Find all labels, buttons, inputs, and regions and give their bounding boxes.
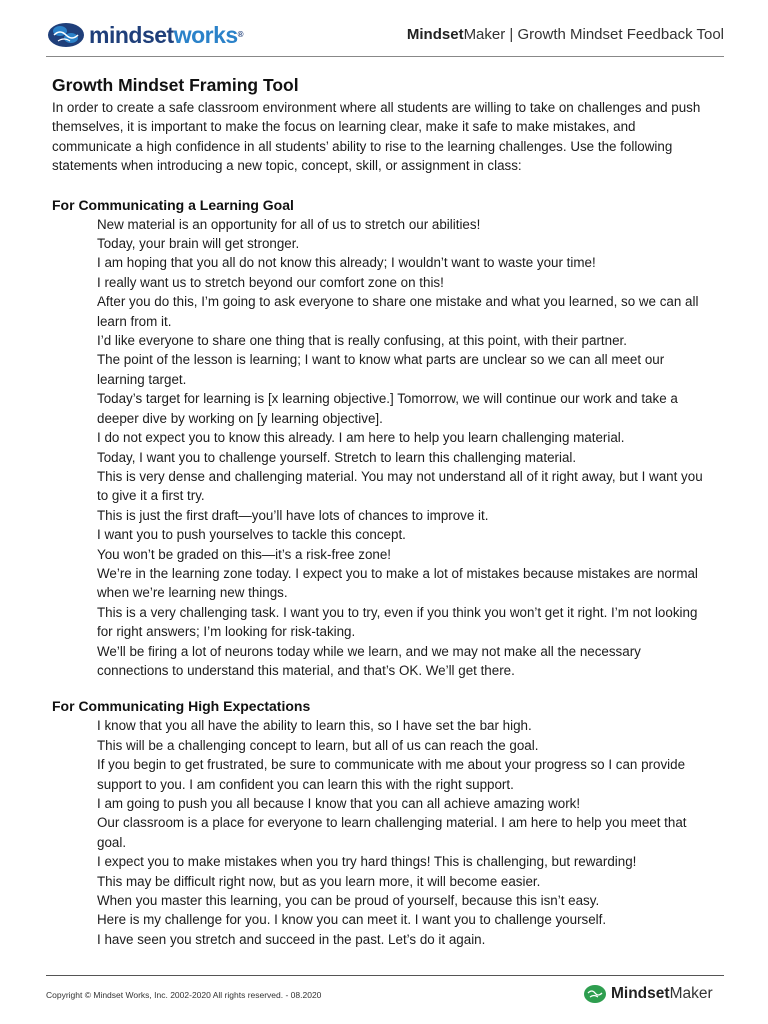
statement-item: I am hoping that you all do not know this already; I wouldn’t want to waste your time! (97, 255, 596, 271)
product-name-bold: Mindset (406, 26, 464, 43)
statement-item: This may be difficult right now, but as you learn more, it will become easier. (97, 873, 541, 889)
statement-item: This will be a challenging concept to learn, but all of us can reach the goal. (97, 737, 539, 753)
footer-logo-rest: Maker (669, 985, 713, 1002)
high-expectations-statements (52, 716, 712, 949)
statement-item: We’ll be firing a lot of neurons today while we learn, and we may not make all the necessary connections to understand this material, and that’s OK. We’ll get there. (97, 643, 641, 678)
statement-item: Today’s target for learning is [x learning objective.] Tomorrow, we will continue our work and take a deeper dive by working on [y learning objective]. (97, 391, 678, 426)
statement-item: After you do this, I’m going to ask everyone to share one mistake and what you learned, so we can all learn from it. (97, 294, 699, 329)
statement-item: Here is my challenge for you. I know you can meet it. I want you to challenge yourself. (97, 912, 607, 928)
footer-divider (46, 975, 724, 976)
statement-item: I do not expect you to know this already. I am here to help you learn challenging material. (97, 430, 625, 446)
tool-name: Growth Mindset Feedback Tool (517, 26, 724, 43)
statement-item: Our classroom is a place for everyone to learn challenging material. I am here to help you meet that goal. (97, 815, 687, 850)
statement-item: When you master this learning, you can be proud of yourself, because this isn’t easy. (97, 893, 600, 909)
section-heading-learning-goal: For Communicating a Learning Goal (52, 196, 294, 213)
statement-item: I have seen you stretch and succeed in the past. Let’s do it again. (97, 931, 486, 947)
page-header (46, 18, 724, 56)
statement-item: New material is an opportunity for all of us to stretch our abilities! (97, 216, 481, 232)
statement-item: I am going to push you all because I know that you can all achieve amazing work! (97, 796, 581, 811)
intro-paragraph: In order to create a safe classroom environment where all students are willing to take on challenges and push themselves, it is important to make the focus on learning clear, make it safe to make mistakes, and communicate a high confidence in all students’ ability to rise to the learning challenges. Use the following statements when introducing a new topic, concept, skill, or assignment in class: (52, 100, 701, 174)
statement-item: I really want us to stretch beyond our comfort zone on this! (97, 274, 444, 290)
learning-goal-statements (52, 215, 712, 681)
brain-logo-icon (46, 21, 86, 49)
header-divider (46, 56, 724, 57)
statement-item: I expect you to make mistakes when you try hard things! This is challenging, but rewarding! (97, 854, 637, 870)
statement-item: This is a very challenging task. I want you to try, even if you think you won’t get it right. I’m not looking for right answers; I’m looking for risk-taking. (97, 604, 698, 640)
statement-item: This is very dense and challenging material. You may not understand all of it right away, but I want you to give it a first try. (97, 468, 703, 504)
statement-item: You won’t be graded on this—it’s a risk-free zone! (97, 546, 392, 562)
product-name-rest: Maker (463, 26, 506, 43)
mindsetmaker-brain-icon (583, 983, 607, 1005)
statement-item: Today, your brain will get stronger. (97, 236, 300, 252)
mindset-works-logo (46, 21, 243, 49)
footer-logo-bold: Mindset (611, 985, 670, 1002)
copyright-notice: Copyright © Mindset Works, Inc. 2002-2020 All rights reserved. - 08.2020 (46, 990, 322, 1000)
header-separator: | (509, 26, 514, 43)
statement-item: The point of the lesson is learning; I want to know what parts are unclear so we can all meet our learning target. (97, 352, 665, 387)
section-heading-high-expectations: For Communicating High Expectations (52, 698, 311, 715)
statement-item: Today, I want you to challenge yourself. Stretch to learn this challenging material. (97, 449, 577, 465)
statement-item: This is just the first draft—you’ll have lots of chances to improve it. (97, 507, 489, 523)
header-product-title (407, 26, 724, 43)
mindsetmaker-logo (583, 983, 713, 1005)
logo-wordmark: mindsetworks® (89, 22, 244, 48)
page-title: Growth Mindset Framing Tool (52, 75, 299, 95)
statement-item: We’re in the learning zone today. I expect you to make a lot of mistakes because mistakes are normal when we’re learning new things. (97, 565, 698, 601)
statement-item: I want you to push yourselves to tackle this concept. (97, 527, 406, 543)
statement-item: I’d like everyone to share one thing that is really confusing, at this point, with their partner. (97, 333, 627, 349)
statement-item: If you begin to get frustrated, be sure to communicate with me about your progress so I can provide support to you. I am confident you can learn this with the right support. (97, 757, 686, 792)
document-body (52, 72, 712, 949)
statement-item: I know that you all have the ability to learn this, so I have set the bar high. (97, 718, 532, 734)
